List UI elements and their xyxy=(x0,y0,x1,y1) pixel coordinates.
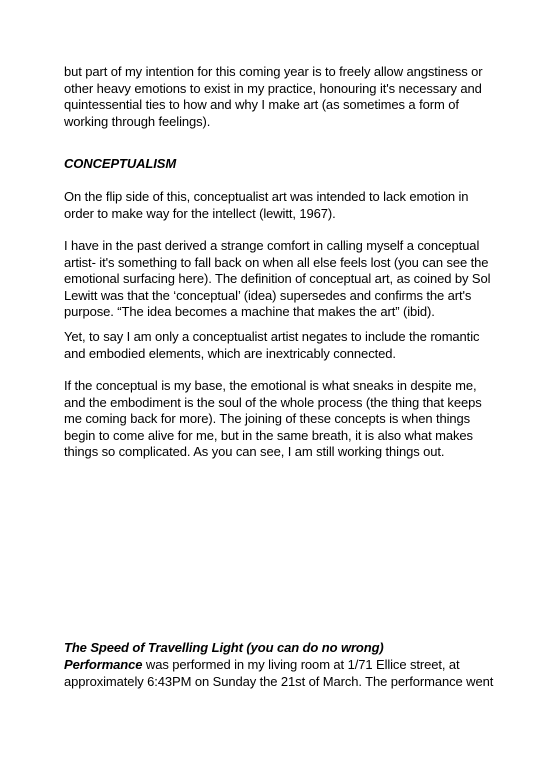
paragraph-conceptual-base: If the conceptual is my base, the emotional is what sneaks in despite me, and the embodiment is the soul of the whole process (the thing that keeps me coming back for more). The joining of these concepts is when things begin to come alive for me, but in the same breath, it is also what makes things so complicated. As you can see, I am still working things out. xyxy=(64,378,482,460)
performance-text: was performed in my living room at 1/71 Ellice street, at approximately 6:43PM on Sunday the 21st of March. The performance went xyxy=(64,657,494,689)
paragraph-conceptual-comfort: I have in the past derived a strange comfort in calling myself a conceptual artist- it's something to fall back on when all else feels lost (you can see the emotional surfacing here). The definition of conceptual art, as coined by Sol Lewitt was that the ‘conceptual’ (idea) supersedes and confirms the art's purpose. “The idea becomes a machine that makes the art” (ibid). xyxy=(64,238,491,320)
work-title: The Speed of Travelling Light (you can do no wrong) xyxy=(64,640,384,655)
paragraph-flip-side: On the flip side of this, conceptualist art was intended to lack emotion in order to make way for the intellect (lewitt, 1967). xyxy=(64,189,469,221)
performance-label: Performance xyxy=(64,657,143,672)
section-heading-conceptualism: CONCEPTUALISM xyxy=(64,156,177,171)
intro-paragraph: but part of my intention for this coming year is to freely allow angstiness or other heavy emotions to exist in my practice, honouring it's necessary and quintessential ties to how and why I make art (as sometimes a form of working through feelings). xyxy=(64,64,483,129)
paragraph-romantic-embodied: Yet, to say I am only a conceptualist artist negates to include the romantic and embodied elements, which are inextricably connected. xyxy=(64,329,480,361)
performance-paragraph xyxy=(64,657,494,690)
